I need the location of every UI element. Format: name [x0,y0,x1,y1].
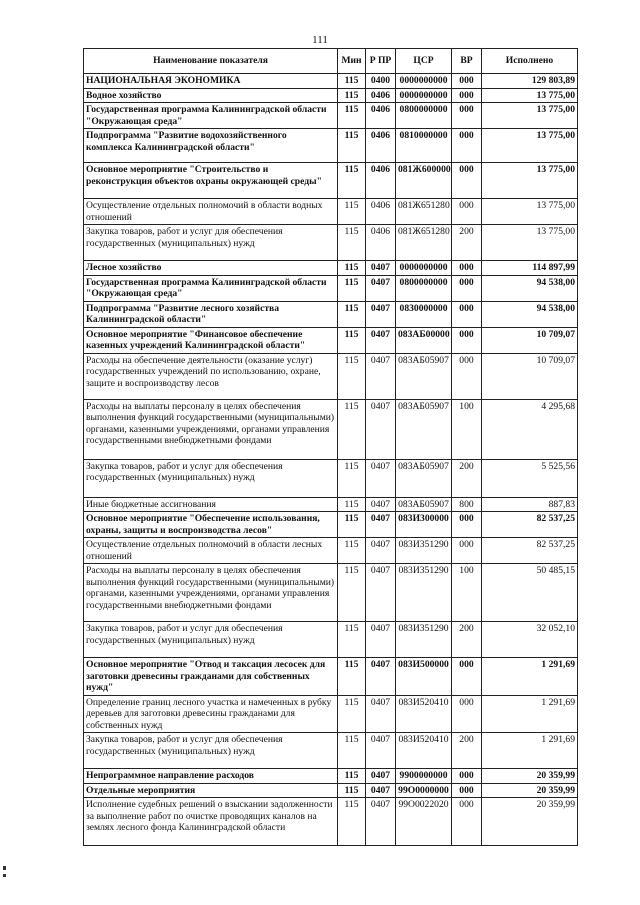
row-name: Отдельные мероприятия [84,783,338,798]
row-vr: 000 [452,512,482,538]
row-vr: 000 [452,798,482,846]
row-executed: 20 359,99 [482,769,578,784]
header-csr: ЦСР [396,49,452,74]
table-header-row [84,49,578,74]
row-name: НАЦИОНАЛЬНАЯ ЭКОНОМИКА [84,74,338,89]
row-name: Подпрограмма "Развитие лесного хозяйства Калининградской области" [84,301,338,327]
row-executed: 13 775,00 [482,199,578,225]
row-min: 115 [338,74,366,89]
row-vr: 000 [452,301,482,327]
row-csr: 99О0022020 [396,798,452,846]
row-min: 115 [338,163,366,199]
row-csr: 083АБ05907 [396,399,452,459]
row-rpr: 0407 [366,658,396,696]
row-vr: 000 [452,538,482,564]
row-min: 115 [338,225,366,261]
row-rpr: 0407 [366,459,396,497]
row-executed: 13 775,00 [482,88,578,103]
table-row [84,327,578,353]
row-csr: 9900000000 [396,769,452,784]
row-name: Осуществление отдельных полномочий в области лесных отношений [84,538,338,564]
row-rpr: 0406 [366,88,396,103]
row-executed: 114 897,99 [482,261,578,276]
row-rpr: 0406 [366,163,396,199]
row-vr: 000 [452,769,482,784]
row-rpr: 0406 [366,225,396,261]
row-csr: 0800000000 [396,103,452,129]
row-vr: 000 [452,353,482,399]
row-name: Исполнение судебных решений о взыскании задолженности за выполнение работ по очистке проводящих каналов на землях лесного фонда Калининградской области [84,798,338,846]
row-csr: 083АБ05907 [396,497,452,512]
row-rpr: 0407 [366,783,396,798]
row-rpr: 0400 [366,74,396,89]
row-name: Расходы на выплаты персоналу в целях обеспечения выполнения функций государственными (муниципальными) органами, казенными учреждениями, органами управления государственными внебюджетными фондами [84,399,338,459]
row-min: 115 [338,622,366,658]
row-vr: 000 [452,129,482,163]
row-csr: 083И520410 [396,695,452,733]
row-rpr: 0407 [366,564,396,622]
row-vr: 000 [452,327,482,353]
row-csr: 0810000000 [396,129,452,163]
row-executed: 887,83 [482,497,578,512]
row-rpr: 0407 [366,353,396,399]
row-name: Основное мероприятие "Строительство и реконструкция объектов охраны окружающей среды" [84,163,338,199]
table-row [84,88,578,103]
budget-table [83,48,578,846]
row-vr: 200 [452,622,482,658]
table-row [84,261,578,276]
header-rpr: Р ПР [366,49,396,74]
row-min: 115 [338,733,366,769]
table-row [84,783,578,798]
row-executed: 4 295,68 [482,399,578,459]
row-executed: 13 775,00 [482,163,578,199]
row-vr: 000 [452,103,482,129]
row-csr: 083АБ05907 [396,353,452,399]
table-row [84,658,578,696]
table-row [84,497,578,512]
row-name: Закупка товаров, работ и услуг для обеспечения государственных (муниципальных) нужд [84,225,338,261]
table-row [84,695,578,733]
row-executed: 10 709,07 [482,353,578,399]
table-row [84,399,578,459]
row-min: 115 [338,783,366,798]
row-csr: 0000000000 [396,261,452,276]
row-vr: 200 [452,733,482,769]
row-rpr: 0407 [366,399,396,459]
row-min: 115 [338,199,366,225]
row-name: Основное мероприятие "Обеспечение использования, охраны, защиты и воспроизводства лесов" [84,512,338,538]
row-executed: 10 709,07 [482,327,578,353]
row-vr: 000 [452,695,482,733]
table-row [84,733,578,769]
table-body [84,74,578,846]
row-rpr: 0407 [366,538,396,564]
row-rpr: 0407 [366,798,396,846]
row-executed: 13 775,00 [482,103,578,129]
row-csr: 0800000000 [396,275,452,301]
header-min: Мин [338,49,366,74]
row-csr: 081Ж651280 [396,225,452,261]
table-row [84,301,578,327]
row-executed: 20 359,99 [482,798,578,846]
row-executed: 94 538,00 [482,275,578,301]
row-min: 115 [338,327,366,353]
table-row [84,103,578,129]
row-csr: 083И351290 [396,622,452,658]
row-min: 115 [338,103,366,129]
row-min: 115 [338,769,366,784]
table-row [84,622,578,658]
row-rpr: 0407 [366,695,396,733]
row-csr: 0000000000 [396,74,452,89]
table-row [84,199,578,225]
row-csr: 083И351290 [396,564,452,622]
row-name: Государственная программа Калининградской области "Окружающая среда" [84,275,338,301]
row-name: Основное мероприятие "Отвод и таксация лесосек для заготовки древесины гражданами для собственных нужд" [84,658,338,696]
row-executed: 1 291,69 [482,658,578,696]
row-rpr: 0406 [366,103,396,129]
row-rpr: 0406 [366,129,396,163]
row-name: Государственная программа Калининградской области "Окружающая среда" [84,103,338,129]
row-name: Подпрограмма "Развитие водохозяйственного комплекса Калининградской области" [84,129,338,163]
row-executed: 82 537,25 [482,512,578,538]
row-rpr: 0407 [366,327,396,353]
row-min: 115 [338,564,366,622]
row-executed: 13 775,00 [482,225,578,261]
table-row [84,769,578,784]
row-csr: 0830000000 [396,301,452,327]
row-min: 115 [338,538,366,564]
row-csr: 083И520410 [396,733,452,769]
row-name: Закупка товаров, работ и услуг для обеспечения государственных (муниципальных) нужд [84,459,338,497]
table-row [84,225,578,261]
row-executed: 129 803,89 [482,74,578,89]
row-min: 115 [338,497,366,512]
row-min: 115 [338,798,366,846]
row-rpr: 0407 [366,769,396,784]
row-vr: 000 [452,74,482,89]
row-executed: 32 052,10 [482,622,578,658]
row-name: Основное мероприятие "Финансовое обеспечение казенных учреждений Калининградской области" [84,327,338,353]
row-name: Лесное хозяйство [84,261,338,276]
row-rpr: 0407 [366,261,396,276]
table-row [84,538,578,564]
row-vr: 000 [452,88,482,103]
header-name: Наименование показателя [84,49,338,74]
row-min: 115 [338,399,366,459]
row-vr: 000 [452,199,482,225]
row-min: 115 [338,129,366,163]
row-vr: 100 [452,399,482,459]
row-executed: 20 359,99 [482,783,578,798]
row-vr: 200 [452,459,482,497]
margin-mark [3,874,6,877]
table-row [84,512,578,538]
row-csr: 083АБ00000 [396,327,452,353]
row-vr: 000 [452,275,482,301]
table-row [84,163,578,199]
row-min: 115 [338,353,366,399]
table-row [84,129,578,163]
row-rpr: 0407 [366,301,396,327]
margin-mark [3,866,6,870]
row-rpr: 0407 [366,275,396,301]
row-rpr: 0407 [366,512,396,538]
row-rpr: 0406 [366,199,396,225]
row-min: 115 [338,275,366,301]
row-executed: 1 291,69 [482,695,578,733]
row-executed: 94 538,00 [482,301,578,327]
row-vr: 000 [452,783,482,798]
row-executed: 82 537,25 [482,538,578,564]
row-executed: 50 485,15 [482,564,578,622]
row-min: 115 [338,88,366,103]
table-row [84,798,578,846]
row-vr: 800 [452,497,482,512]
row-executed: 1 291,69 [482,733,578,769]
row-name: Осуществление отдельных полномочий в области водных отношений [84,199,338,225]
header-executed: Исполнено [482,49,578,74]
row-name: Непрограммное направление расходов [84,769,338,784]
row-vr: 200 [452,225,482,261]
row-csr: 99О0000000 [396,783,452,798]
row-name: Закупка товаров, работ и услуг для обеспечения государственных (муниципальных) нужд [84,622,338,658]
table-row [84,74,578,89]
row-min: 115 [338,261,366,276]
row-csr: 081Ж651280 [396,199,452,225]
row-rpr: 0407 [366,733,396,769]
row-executed: 13 775,00 [482,129,578,163]
row-vr: 000 [452,163,482,199]
page-number: 111 [312,34,328,46]
table-row [84,353,578,399]
table-row [84,564,578,622]
row-name: Водное хозяйство [84,88,338,103]
header-vr: ВР [452,49,482,74]
row-min: 115 [338,695,366,733]
row-name: Расходы на выплаты персоналу в целях обеспечения выполнения функций государственными (муниципальными) органами, казенными учреждениями, органами управления государственными внебюджетными фондами [84,564,338,622]
row-rpr: 0407 [366,622,396,658]
row-min: 115 [338,512,366,538]
row-name: Расходы на обеспечение деятельности (оказание услуг) государственных учреждений по использованию, охране, защите и воспроизводству лесов [84,353,338,399]
row-min: 115 [338,301,366,327]
row-min: 115 [338,459,366,497]
row-name: Определение границ лесного участка и намеченных в рубку деревьев для заготовки древесины гражданами для собственных нужд [84,695,338,733]
row-name: Закупка товаров, работ и услуг для обеспечения государственных (муниципальных) нужд [84,733,338,769]
row-csr: 083И351290 [396,538,452,564]
row-csr: 083АБ05907 [396,459,452,497]
row-min: 115 [338,658,366,696]
row-name: Иные бюджетные ассигнования [84,497,338,512]
row-csr: 083И300000 [396,512,452,538]
row-executed: 5 525,56 [482,459,578,497]
row-csr: 083И500000 [396,658,452,696]
row-csr: 0000000000 [396,88,452,103]
row-vr: 100 [452,564,482,622]
row-vr: 000 [452,658,482,696]
table-row [84,275,578,301]
row-vr: 000 [452,261,482,276]
row-rpr: 0407 [366,497,396,512]
row-csr: 081Ж600000 [396,163,452,199]
table-row [84,459,578,497]
